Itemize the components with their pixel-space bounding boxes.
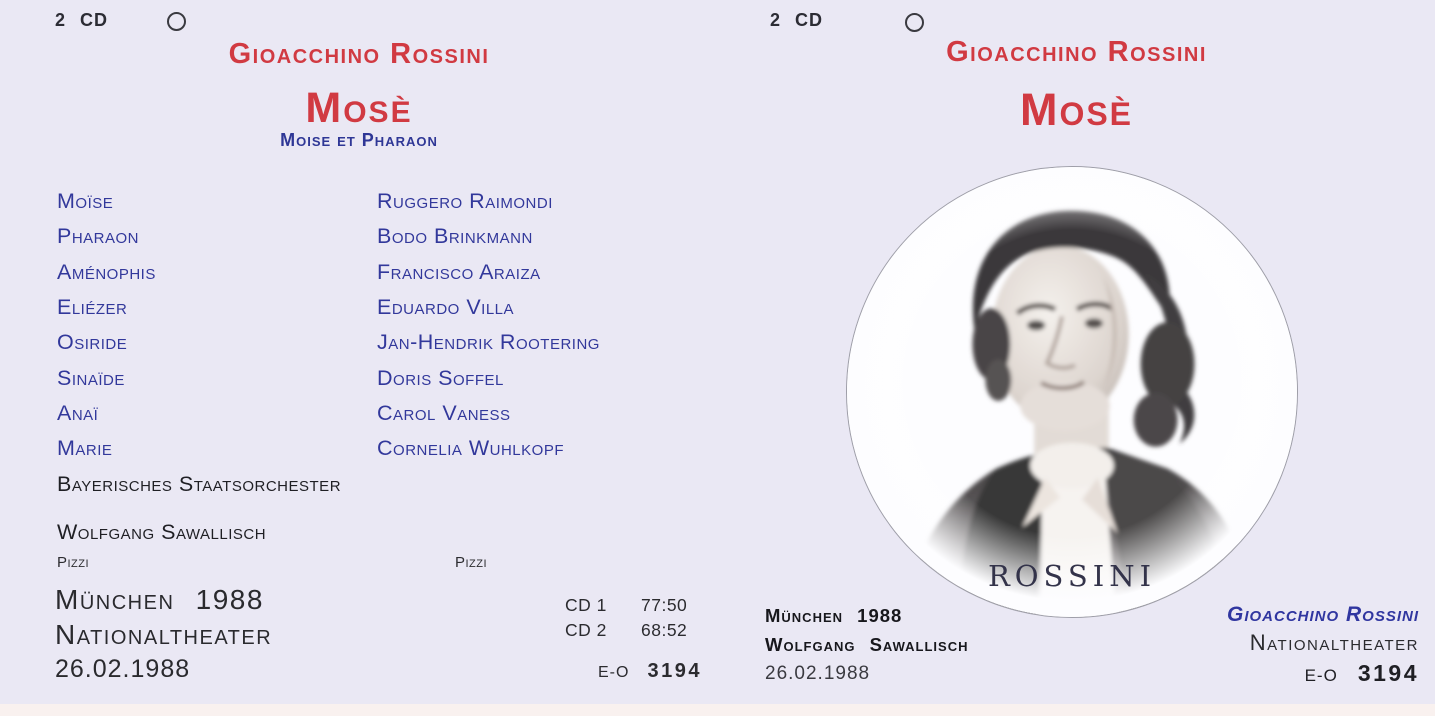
stage-director: Pizzi [57, 554, 90, 571]
performance-details [55, 583, 272, 687]
cd-time: 68:52 [641, 620, 688, 640]
singer-name: Francisco Araiza [377, 259, 541, 284]
disc-count-left: 2 CD [55, 10, 109, 30]
conductor-name: Wolfgang Sawallisch [57, 520, 267, 544]
opera-title: Mosè [305, 84, 413, 132]
composer-name: Gioacchino Rossini [228, 38, 490, 70]
orchestra-line [57, 466, 697, 501]
composer-credit: Gioacchino Rossini [1226, 603, 1419, 626]
performance-date: 26.02.1988 [55, 655, 191, 683]
disc-count-right: 2 CD [770, 10, 824, 30]
cd-duration-row [565, 595, 687, 620]
role-name: Osiride [57, 330, 128, 355]
cd-duration-row [565, 620, 687, 645]
role-name: Moïse [57, 189, 114, 214]
opera-subtitle: Moise et Pharaon [280, 130, 438, 150]
catalog-number: 3194 [647, 660, 702, 682]
rossini-portrait [846, 166, 1298, 618]
role-name: Pharaon [57, 224, 140, 249]
cast-row [57, 255, 697, 290]
role-name: Eliézer [57, 295, 128, 320]
city-year: München 1988 [55, 584, 264, 615]
composer-name: Gioacchino Rossini [946, 36, 1207, 68]
scan-edge-strip [0, 704, 1435, 716]
cast-row [57, 431, 697, 466]
performance-details [765, 601, 969, 688]
cast-row [57, 219, 697, 254]
role-name: Sinaïde [57, 365, 125, 390]
catalog-number: 3194 [1357, 660, 1419, 686]
city-year: München 1988 [765, 605, 903, 626]
cast-row [57, 396, 697, 431]
role-name: Marie [57, 436, 113, 461]
singer-name: Eduardo Villa [377, 295, 515, 320]
singer-name: Doris Soffel [377, 365, 504, 390]
venue-name: Nationaltheater [1249, 630, 1419, 655]
catalog-label: E-O [598, 664, 630, 681]
label-details [1227, 601, 1419, 687]
performance-date: 26.02.1988 [765, 663, 871, 684]
venue-name: Nationaltheater [55, 618, 273, 650]
cd-time: 77:50 [641, 595, 688, 615]
opera-title: Mosè [1019, 84, 1134, 135]
singer-name: Bodo Brinkmann [377, 224, 533, 249]
punch-hole-icon [167, 12, 186, 31]
cast-row [57, 184, 697, 219]
singer-name: Jan-Hendrik Rootering [377, 330, 600, 355]
portrait-caption: ROSSINI [987, 559, 1157, 593]
singer-name: Cornelia Wuhlkopf [377, 436, 564, 461]
cd-durations [565, 595, 687, 645]
stage-director: Pizzi [455, 554, 488, 571]
cd-label: CD 1 [565, 595, 607, 615]
catalog-label: E-O [1304, 666, 1338, 685]
cast-row [57, 325, 697, 360]
catalog-number-block [598, 660, 702, 683]
role-name: Aménophis [57, 259, 156, 284]
punch-hole-icon [905, 13, 924, 32]
role-name: Anaï [57, 400, 99, 425]
cast-list [57, 184, 697, 502]
singer-name: Ruggero Raimondi [377, 189, 553, 214]
cd-label: CD 2 [565, 620, 607, 640]
cast-row [57, 290, 697, 325]
catalog-number-block [1227, 660, 1419, 687]
panel-right [718, 0, 1435, 716]
cast-row [57, 360, 697, 395]
singer-name: Carol Vaness [377, 400, 511, 425]
orchestra-name: Bayerisches Staatsorchester [57, 471, 342, 496]
conductor-name: Wolfgang Sawallisch [765, 634, 969, 655]
portrait-engraving [847, 167, 1297, 617]
